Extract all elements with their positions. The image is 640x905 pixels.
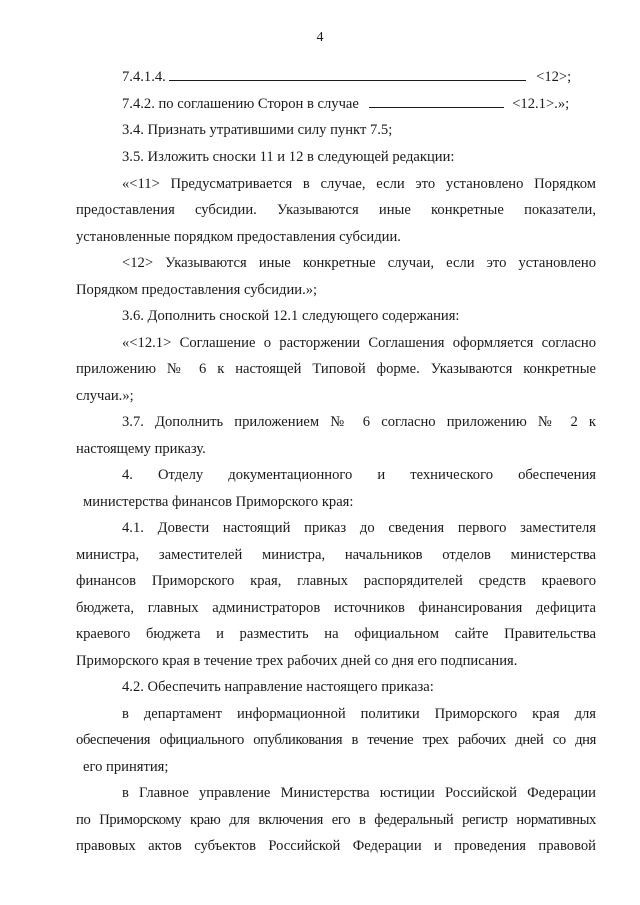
paragraph-4-2: 4.2. Обеспечить направление настоящего приказа: [122,679,434,695]
paragraph-4-2-a-line-3: его принятия; [83,759,169,775]
page-number: 4 [316,30,324,45]
paragraph-4-1-line-3: финансов Приморского края, главных распорядителей средств краевого [76,573,596,589]
paragraph-4-line-2: министерства финансов Приморского края: [83,494,354,510]
fill-in-blank [369,95,504,108]
paragraph-4-1-line-1: 4.1. Довести настоящий приказ до сведения первого заместителя [122,520,596,536]
footnote-12-line-1: <12> Указываются иные конкретные случаи, если это установлено [122,255,596,271]
footnote-ref: <12>; [536,69,572,85]
footnote-11-line-2: предоставления субсидии. Указываются иные конкретные показатели, [76,202,596,218]
footnote-12-1-line-3: случаи.»; [76,388,134,404]
fill-in-blank [169,68,526,81]
paragraph-4-1-line-5: краевого бюджета и разместить на официальном сайте Правительства [76,626,596,642]
paragraph-3-7-line-2: настоящему приказу. [76,441,206,457]
clause-7-4-2 [122,95,596,113]
clause-7-4-1-4 [122,68,596,86]
paragraph-4-2-b-line-1: в Главное управление Министерства юстиции Российской Федерации [122,785,596,801]
paragraph-3-5: 3.5. Изложить сноски 11 и 12 в следующей редакции: [122,149,455,165]
paragraph-4-2-b-line-2: по Приморскому краю для включения его в федеральный регистр нормативных [76,812,596,828]
footnote-ref: <12.1>.»; [512,96,570,112]
footnote-11-line-1: «<11> Предусматривается в случае, если это установлено Порядком [122,176,596,192]
paragraph-4-2-a-line-1: в департамент информационной политики Приморского края для [122,706,596,722]
clause-text: 7.4.2. по соглашению Сторон в случае [122,96,359,112]
paragraph-4-2-a-line-2: обеспечения официального опубликования в течение трех рабочих дней со дня [76,732,596,748]
footnote-12-line-2: Порядком предоставления субсидии.»; [76,282,318,298]
paragraph-3-7-line-1: 3.7. Дополнить приложением № 6 согласно приложению № 2 к [122,414,596,430]
footnote-12-1-line-2: приложению № 6 к настоящей Типовой форме. Указываются конкретные [76,361,596,377]
footnote-11-line-3: установленные порядком предоставления субсидии. [76,229,401,245]
paragraph-3-4: 3.4. Признать утратившими силу пункт 7.5; [122,122,393,138]
paragraph-3-6: 3.6. Дополнить сноской 12.1 следующего содержания: [122,308,460,324]
paragraph-4-1-line-6: Приморского края в течение трех рабочих дней со дня его подписания. [76,653,518,669]
footnote-12-1-line-1: «<12.1> Соглашение о расторжении Соглашения оформляется согласно [122,335,596,351]
paragraph-4-1-line-4: бюджета, главных администраторов источников финансирования дефицита [76,600,596,616]
paragraph-4-line-1: 4. Отделу документационного и технического обеспечения [122,467,596,483]
clause-number: 7.4.1.4. [122,69,166,85]
paragraph-4-2-b-line-3: правовых актов субъектов Российской Федерации и проведения правовой [76,838,596,854]
paragraph-4-1-line-2: министра, заместителей министра, начальников отделов министерства [76,547,596,563]
